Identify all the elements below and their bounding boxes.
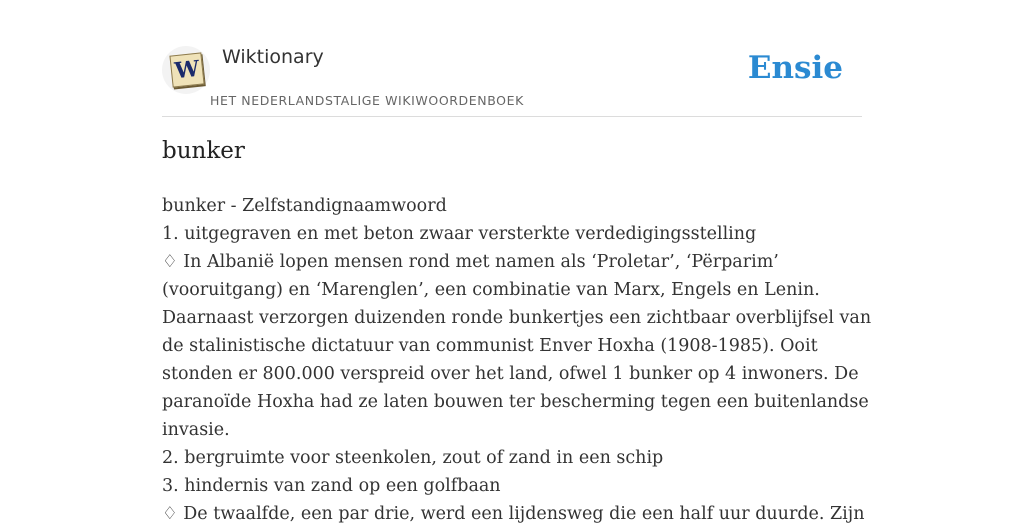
site-tagline: HET NEDERLANDSTALIGE WIKIWOORDENBOEK [210,93,524,108]
ensie-brand-logo[interactable]: Ensie [747,50,843,86]
example-line: (vooruitgang) en ‘Marenglen’, een combinatie van Marx, Engels en Lenin. [162,280,820,300]
definition-line: 2. bergruimte voor steenkolen, zout of zand in een schip [162,448,664,468]
example-line: paranoïde Hoxha had ze laten bouwen ter bescherming tegen een buitenlandse [162,392,869,412]
example-line: Daarnaast verzorgen duizenden ronde bunkertjes een zichtbaar overblijfsel van [162,308,872,328]
page-title: bunker [162,138,245,164]
example-line: stonden er 800.000 verspreid over het land, ofwel 1 bunker op 4 inwoners. De [162,364,859,384]
example-line: invasie. [162,420,230,440]
definition-line: 3. hindernis van zand op een golfbaan [162,476,501,496]
example-line: de stalinistische dictatuur van communist Enver Hoxha (1908-1985). Ooit [162,336,818,356]
example-line: ♢ In Albanië lopen mensen rond met namen als ‘Proletar’, ‘Përparim’ [162,252,779,272]
entry-heading: bunker - Zelfstandignaamwoord [162,196,447,216]
example-line: ♢ De twaalfde, een par drie, werd een lijdensweg die een half uur duurde. Zijn [162,504,865,524]
wiktionary-logo[interactable] [162,46,210,94]
definition-entry [162,192,872,528]
site-header [162,40,862,117]
logo-tile-icon: W [169,52,204,87]
site-name[interactable]: Wiktionary [222,46,324,68]
definition-line: 1. uitgegraven en met beton zwaar versterkte verdedigingsstelling [162,224,757,244]
